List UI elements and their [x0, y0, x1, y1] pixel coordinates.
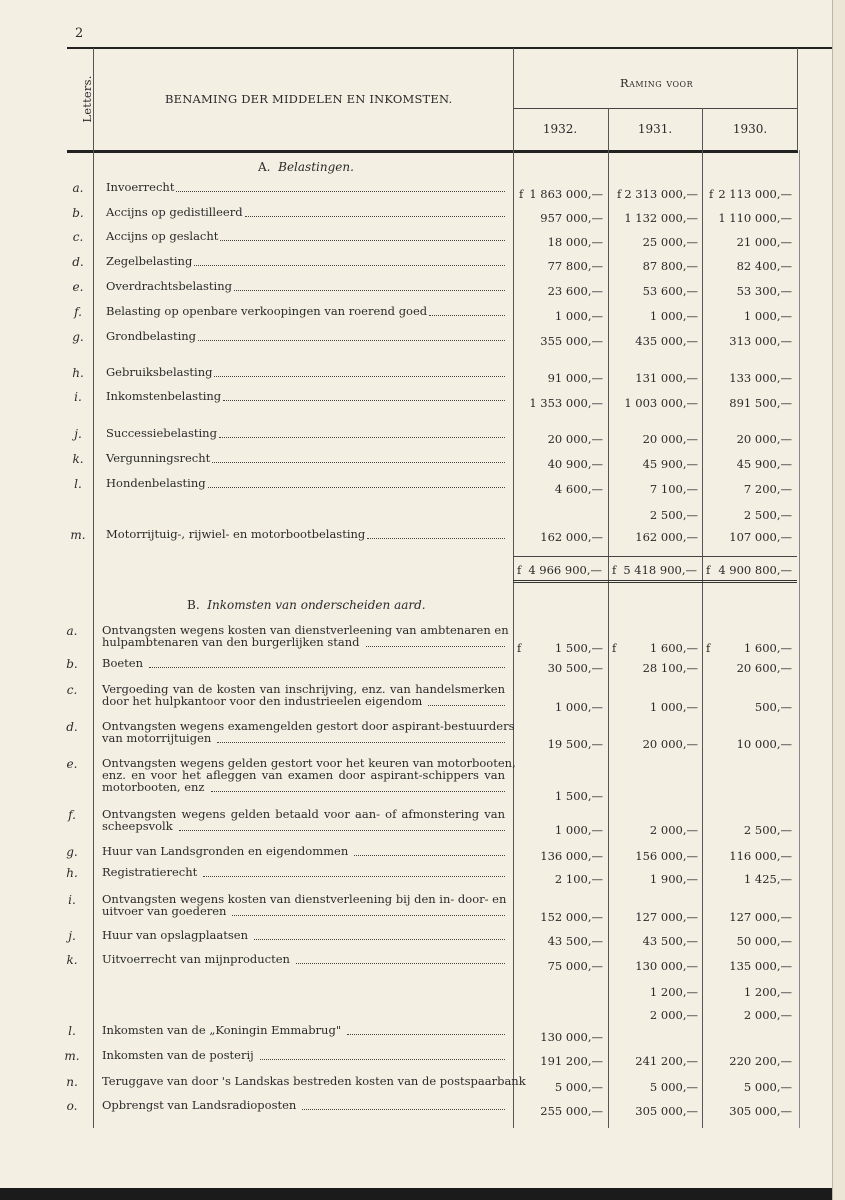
row-leader — [232, 915, 505, 916]
row-leader — [149, 667, 505, 668]
row-description: Inkomsten van de „Koningin Emmabrug" — [102, 1023, 342, 1037]
value-1930: 10 000,— — [736, 737, 792, 751]
row-letter: n. — [66, 1075, 78, 1089]
value-1930: 891 500,— — [729, 396, 792, 410]
value-1932: 75 000,— — [547, 959, 603, 973]
row-description: Uitvoerrecht van mijnproducten — [102, 952, 290, 966]
row-description: uitvoer van goederen — [102, 904, 227, 918]
value-1930: 53 300,— — [736, 284, 792, 298]
row-leader — [176, 191, 505, 192]
row-description: Inkomstenbelasting — [106, 389, 222, 403]
row-leader — [219, 437, 505, 438]
value-1932: 957 000,— — [540, 211, 603, 225]
page-number: 2 — [75, 26, 84, 41]
row-description: Hondenbelasting — [106, 476, 206, 490]
value-1930: 82 400,— — [736, 259, 792, 273]
row-leader — [354, 855, 505, 856]
row-description: Invoerrecht — [106, 180, 175, 194]
col-line-right — [799, 150, 800, 1128]
value-1930: 20 600,— — [736, 661, 792, 675]
row-letter: d. — [66, 720, 78, 734]
row-letter: c. — [66, 683, 78, 697]
value-1930: 500,— — [754, 700, 792, 714]
row-leader — [367, 538, 505, 539]
row-leader — [217, 742, 505, 743]
value-1931: 2 313 000,— — [624, 187, 698, 201]
row-letter: a. — [72, 181, 84, 195]
raming-rule — [513, 108, 798, 109]
row-leader — [245, 216, 505, 217]
row-description: Opbrengst van Landsradioposten — [102, 1098, 297, 1112]
row-letter: f. — [74, 305, 82, 319]
value-1932: 152 000,— — [540, 910, 603, 924]
row-letter: d. — [72, 255, 84, 269]
value-1931: 1 000,— — [649, 309, 698, 323]
section-a-heading: A. Belastingen. — [258, 160, 354, 174]
year-1930: 1930. — [732, 122, 768, 136]
value-1932: 19 500,— — [547, 737, 603, 751]
row-letter: h. — [66, 866, 78, 880]
row-letter: e. — [66, 757, 78, 771]
row-description: scheepsvolk — [102, 819, 173, 833]
row-description: Accijns op geslacht — [106, 229, 219, 243]
row-leader — [260, 1059, 505, 1060]
value-1932: 1 353 000,— — [529, 396, 603, 410]
value-1930: 7 200,— — [743, 482, 792, 496]
value-1930: 127 000,— — [729, 910, 792, 924]
row-description: Belasting op openbare verkoopingen van roerend goed — [106, 304, 428, 318]
header-bottom-rule — [67, 150, 798, 153]
row-description: Grondbelasting — [106, 329, 197, 343]
totals-top-rule — [513, 556, 797, 557]
value-1931: 131 000,— — [635, 371, 698, 385]
value-1931: 53 600,— — [642, 284, 698, 298]
value-1931: 45 900,— — [642, 457, 698, 471]
row-letter: i. — [68, 893, 76, 907]
value-1931: 2 000,— — [649, 1008, 698, 1022]
value-1931: 1 003 000,— — [624, 396, 698, 410]
value-1930: 5 000,— — [743, 1080, 792, 1094]
value-1931: 130 000,— — [635, 959, 698, 973]
value-1932: 162 000,— — [540, 530, 603, 544]
value-1931: 127 000,— — [635, 910, 698, 924]
row-letter: f. — [68, 808, 76, 822]
row-leader — [194, 265, 505, 266]
value-1930: 45 900,— — [736, 457, 792, 471]
row-description: Ontvangsten wegens kosten van dienstverleening bij den in- door- en — [102, 892, 507, 906]
total-1931: 5 418 900,— — [623, 563, 697, 577]
value-1931: 87 800,— — [642, 259, 698, 273]
row-description: door het hulpkantoor voor den industrieelen eigendom — [102, 694, 423, 708]
currency-mark: f — [519, 187, 524, 201]
value-1932: 255 000,— — [540, 1104, 603, 1118]
value-1930: 135 000,— — [729, 959, 792, 973]
value-1932: 1 000,— — [554, 823, 603, 837]
value-1932: 43 500,— — [547, 934, 603, 948]
value-1931: 435 000,— — [635, 334, 698, 348]
row-leader — [220, 240, 505, 241]
row-letter: k. — [66, 953, 78, 967]
value-1932: 77 800,— — [547, 259, 603, 273]
row-letter: l. — [68, 1024, 76, 1038]
top-rule — [67, 47, 832, 49]
value-1932: 23 600,— — [547, 284, 603, 298]
row-description: Accijns op gedistilleerd — [106, 205, 243, 219]
row-description: Boeten — [102, 656, 144, 670]
row-description: Teruggave van door 's Landskas bestreden kosten van de postspaarbank — [102, 1074, 526, 1088]
year-1931: 1931. — [637, 122, 673, 136]
value-1932: 355 000,— — [540, 334, 603, 348]
letters-header: Letters. — [80, 75, 94, 123]
row-description: Ontvangsten wegens examengelden gestort door aspirant-bestuurders — [102, 719, 515, 733]
row-letter: k. — [72, 452, 84, 466]
value-1930: 2 500,— — [743, 823, 792, 837]
value-1932: 18 000,— — [547, 235, 603, 249]
value-1931: 43 500,— — [642, 934, 698, 948]
row-letter: b. — [66, 657, 78, 671]
row-letter: h. — [72, 366, 84, 380]
row-letter: j. — [74, 427, 82, 441]
row-description: Huur van opslagplaatsen — [102, 928, 248, 942]
row-leader — [179, 830, 505, 831]
row-leader — [223, 400, 505, 401]
value-1930: 1 425,— — [743, 872, 792, 886]
value-1931: 1 600,— — [649, 641, 698, 655]
row-letter: m. — [70, 528, 86, 542]
row-description: van motorrijtuigen — [102, 731, 212, 745]
row-letter: o. — [66, 1099, 78, 1113]
value-1930: 2 000,— — [743, 1008, 792, 1022]
row-leader — [208, 487, 505, 488]
value-1930: 2 500,— — [743, 508, 792, 522]
row-leader — [347, 1034, 505, 1035]
value-1932: 4 600,— — [554, 482, 603, 496]
currency-mark: f — [706, 641, 711, 655]
value-1931: 2 500,— — [649, 508, 698, 522]
row-description: Ontvangsten wegens gelden gestort voor het keuren van motorbooten, — [102, 756, 516, 770]
row-letter: i. — [74, 390, 82, 404]
value-1930: 2 113 000,— — [718, 187, 792, 201]
value-1931: 162 000,— — [635, 530, 698, 544]
value-1932: 1 500,— — [554, 641, 603, 655]
value-1931: 1 132 000,— — [624, 211, 698, 225]
adjacent-page-edge — [832, 0, 845, 1200]
row-description: Vergoeding van de kosten van inschrijving, enz. van handelsmerken — [102, 682, 505, 696]
total-1932-currency: f — [517, 563, 522, 577]
row-leader — [254, 939, 505, 940]
value-1930: 1 600,— — [743, 641, 792, 655]
value-1932: 191 200,— — [540, 1054, 603, 1068]
value-1931: 1 000,— — [649, 700, 698, 714]
total-1930-currency: f — [706, 563, 711, 577]
section-b-heading: B. Inkomsten van onderscheiden aard. — [187, 598, 426, 612]
row-leader — [211, 791, 506, 792]
row-leader — [366, 646, 505, 647]
value-1930: 116 000,— — [729, 849, 792, 863]
row-description: Gebruiksbelasting — [106, 365, 213, 379]
value-1931: 1 900,— — [649, 872, 698, 886]
total-1932: 4 966 900,— — [528, 563, 602, 577]
value-1930: 1 000,— — [743, 309, 792, 323]
row-description: Overdrachtsbelasting — [106, 279, 232, 293]
value-1931: 1 200,— — [649, 985, 698, 999]
value-1931: 2 000,— — [649, 823, 698, 837]
value-1932: 1 000,— — [554, 700, 603, 714]
row-description: Inkomsten van de posterij — [102, 1048, 254, 1062]
raming-header: Raming voor — [620, 76, 694, 90]
value-1930: 1 200,— — [743, 985, 792, 999]
row-description: motorbooten, enz — [102, 780, 205, 794]
value-1932: 130 000,— — [540, 1030, 603, 1044]
row-description: Zegelbelasting — [106, 254, 193, 268]
row-description: Motorrijtuig-, rijwiel- en motorbootbelasting — [106, 527, 366, 541]
value-1931: 28 100,— — [642, 661, 698, 675]
row-letter: g. — [66, 845, 78, 859]
value-1931: 20 000,— — [642, 737, 698, 751]
value-1930: 313 000,— — [729, 334, 792, 348]
totals-bottom-rule — [513, 580, 797, 583]
row-description: Vergunningsrecht — [106, 451, 211, 465]
value-1932: 91 000,— — [547, 371, 603, 385]
value-1932: 1 863 000,— — [529, 187, 603, 201]
value-1931: 241 200,— — [635, 1054, 698, 1068]
year-1932: 1932. — [542, 122, 578, 136]
row-leader — [214, 376, 505, 377]
value-1931: 156 000,— — [635, 849, 698, 863]
row-leader — [296, 963, 505, 964]
value-1930: 1 110 000,— — [718, 211, 792, 225]
row-letter: e. — [72, 280, 84, 294]
row-letter: c. — [72, 230, 84, 244]
row-leader — [428, 705, 505, 706]
row-description: Successiebelasting — [106, 426, 217, 440]
value-1932: 20 000,— — [547, 432, 603, 446]
row-leader — [198, 340, 505, 341]
value-1932: 136 000,— — [540, 849, 603, 863]
row-description: hulpambtenaren van den burgerlijken stand — [102, 635, 360, 649]
total-1931-currency: f — [612, 563, 617, 577]
value-1932: 40 900,— — [547, 457, 603, 471]
row-letter: a. — [66, 624, 78, 638]
value-1932: 2 100,— — [554, 872, 603, 886]
col-line-right-header — [797, 48, 798, 151]
value-1931: 25 000,— — [642, 235, 698, 249]
col-line-letters — [93, 48, 94, 1128]
value-1932: 1 000,— — [554, 309, 603, 323]
value-1930: 21 000,— — [736, 235, 792, 249]
row-letter: b. — [72, 206, 84, 220]
value-1932: 30 500,— — [547, 661, 603, 675]
row-description: Ontvangsten wegens kosten van dienstverleening van ambtenaren en — [102, 623, 509, 637]
value-1932: 1 500,— — [554, 789, 603, 803]
value-1930: 133 000,— — [729, 371, 792, 385]
total-1930: 4 900 800,— — [718, 563, 792, 577]
row-description: Registratierecht — [102, 865, 198, 879]
row-description: enz. en voor het afleggen van examen door aspirant-schippers van — [102, 768, 505, 782]
row-description: Ontvangsten wegens gelden betaald voor aan- of afmonstering van — [102, 807, 505, 821]
value-1931: 5 000,— — [649, 1080, 698, 1094]
row-leader — [203, 876, 505, 877]
row-letter: l. — [74, 477, 82, 491]
row-letter: j. — [68, 929, 76, 943]
row-leader — [212, 462, 505, 463]
row-letter: m. — [64, 1049, 80, 1063]
value-1930: 220 200,— — [729, 1054, 792, 1068]
table-title: BENAMING DER MIDDELEN EN INKOMSTEN. — [165, 92, 453, 106]
value-1930: 20 000,— — [736, 432, 792, 446]
value-1930: 305 000,— — [729, 1104, 792, 1118]
value-1931: 305 000,— — [635, 1104, 698, 1118]
row-leader — [234, 290, 505, 291]
currency-mark: f — [612, 641, 617, 655]
value-1931: 7 100,— — [649, 482, 698, 496]
value-1930: 107 000,— — [729, 530, 792, 544]
row-description: Huur van Landsgronden en eigendommen — [102, 844, 349, 858]
currency-mark: f — [617, 187, 622, 201]
value-1930: 50 000,— — [736, 934, 792, 948]
row-leader — [302, 1109, 505, 1110]
currency-mark: f — [709, 187, 714, 201]
value-1932: 5 000,— — [554, 1080, 603, 1094]
currency-mark: f — [517, 641, 522, 655]
row-letter: g. — [72, 330, 84, 344]
row-leader — [429, 315, 505, 316]
value-1931: 20 000,— — [642, 432, 698, 446]
